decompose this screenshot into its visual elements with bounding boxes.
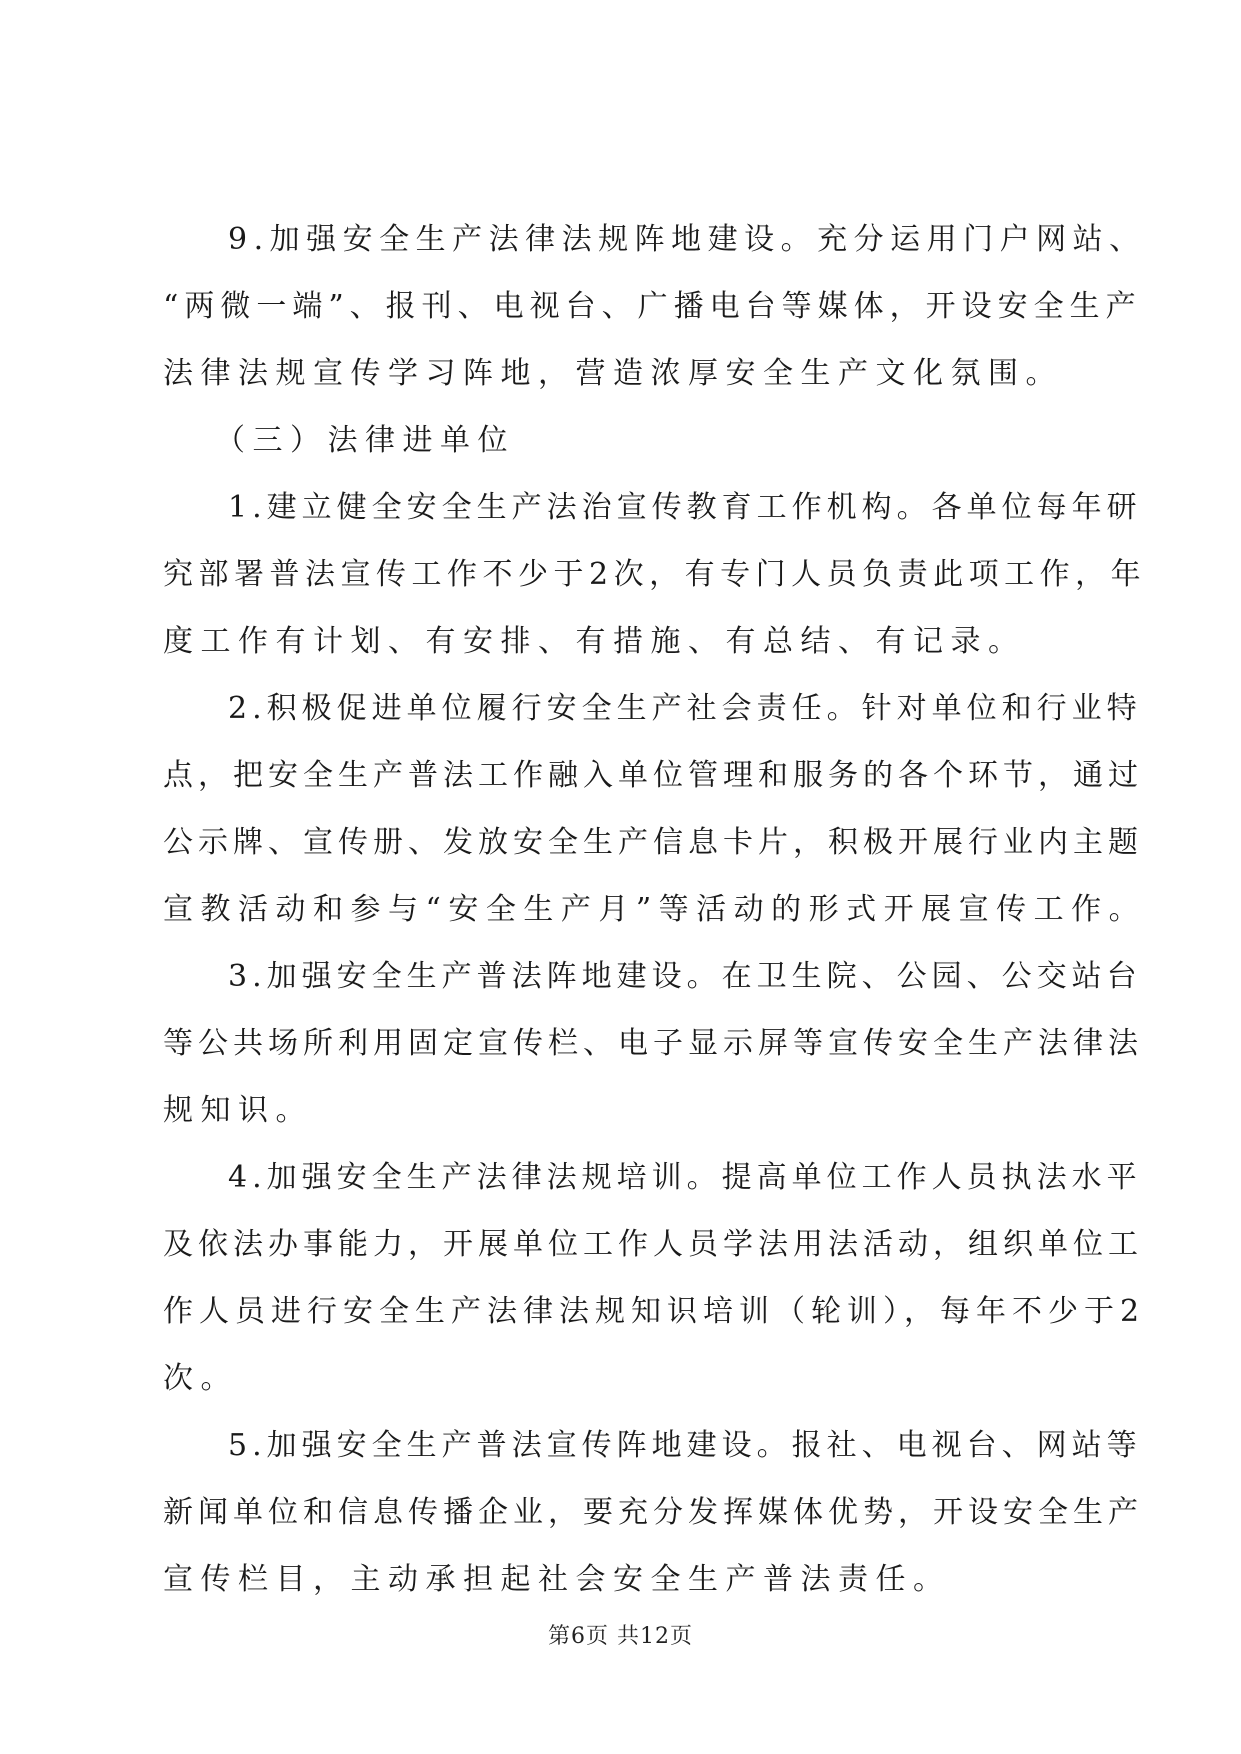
- page-number-footer: 第6页 共12页: [548, 1624, 693, 1649]
- body-line: 9.加强安全生产法律法规阵地建设。充分运用门户网站、: [228, 222, 1146, 257]
- body-line: 5.加强安全生产普法宣传阵地建设。报社、电视台、网站等: [228, 1428, 1142, 1463]
- body-line: 等公共场所利用固定宣传栏、电子显示屏等宣传安全生产法律法: [163, 1026, 1143, 1061]
- body-line: 究部署普法宣传工作不少于2次，有专门人员负责此项工作，年: [163, 557, 1147, 592]
- body-line: 2.积极促进单位履行安全生产社会责任。针对单位和行业特: [228, 691, 1142, 726]
- body-line: 4.加强安全生产法律法规培训。提高单位工作人员执法水平: [228, 1160, 1142, 1195]
- body-line: 3.加强安全生产普法阵地建设。在卫生院、公园、公交站台: [228, 959, 1142, 994]
- section-heading: （三）法律进单位: [215, 423, 515, 458]
- body-line: “两微一端”、报刊、电视台、广播电台等媒体，开设安全生产: [163, 289, 1142, 324]
- body-line: 点，把安全生产普法工作融入单位管理和服务的各个环节，通过: [163, 758, 1143, 793]
- body-line: 宣教活动和参与“安全生产月”等活动的形式开展宣传工作。: [163, 892, 1147, 927]
- body-line: 宣传栏目，主动承担起社会安全生产普法责任。: [163, 1562, 951, 1597]
- body-line: 规知识。: [163, 1093, 313, 1128]
- body-line: 法律法规宣传学习阵地，营造浓厚安全生产文化氛围。: [163, 356, 1063, 391]
- body-line: 公示牌、宣传册、发放安全生产信息卡片，积极开展行业内主题: [163, 825, 1143, 860]
- body-line: 新闻单位和信息传播企业，要充分发挥媒体优势，开设安全生产: [163, 1495, 1143, 1530]
- body-line: 作人员进行安全生产法律法规知识培训（轮训），每年不少于2: [163, 1294, 1146, 1329]
- body-line: 1.建立健全安全生产法治宣传教育工作机构。各单位每年研: [228, 490, 1142, 525]
- body-line: 度工作有计划、有安排、有措施、有总结、有记录。: [163, 624, 1026, 659]
- body-line: 次。: [163, 1361, 238, 1396]
- body-line: 及依法办事能力，开展单位工作人员学法用法活动，组织单位工: [163, 1227, 1143, 1262]
